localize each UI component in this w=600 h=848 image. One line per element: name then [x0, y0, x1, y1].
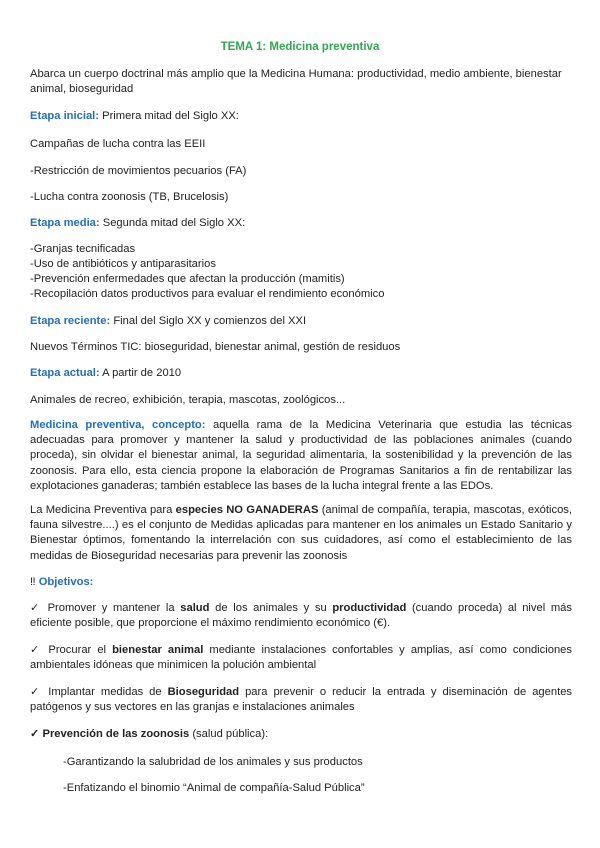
objetivo-3-a: ✓ Implantar medidas de — [30, 686, 168, 698]
etapa-media-text: Segunda mitad del Siglo XX: — [99, 217, 246, 229]
etapa-reciente-label: Etapa reciente: — [30, 315, 111, 327]
concepto-label: Medicina preventiva, concepto: — [30, 419, 206, 431]
objetivo-1 — [30, 601, 572, 631]
no-ganaderas-text-2: (animal de compañía, terapia, mascotas, exóticos, fauna silvestre....) es el conjunto de Medidas aplicadas para mantener en los animales un Estado Sanitario y Bienestar óptimos, fomentando la interrelación con sus cuidadores, así como el establecimiento de las medidas de Bioseguridad necesarias para prevenir las zoonosis — [30, 504, 572, 562]
etapa-media-label: Etapa media: — [30, 217, 100, 229]
etapa-reciente-heading — [30, 314, 572, 329]
objetivo-2-a: ✓ Procurar el — [30, 644, 113, 656]
no-ganaderas-bold: especies NO GANADERAS — [175, 504, 319, 516]
etapa-inicial-label: Etapa inicial: — [30, 110, 100, 122]
objetivos-heading — [30, 575, 572, 590]
checkmark-icon: ✓ — [30, 728, 43, 740]
etapa-inicial-heading — [30, 109, 572, 124]
etapa-actual-heading — [30, 366, 572, 381]
etapa-inicial-text: Primera mitad del Siglo XX: — [99, 110, 239, 122]
etapa-reciente-text: Final del Siglo XX y comienzos del XXI — [110, 315, 307, 327]
objetivo-2-bienestar: bienestar animal — [112, 644, 204, 656]
list-item: Campañas de lucha contra las EEII — [30, 138, 206, 150]
etapa-actual-label: Etapa actual: — [30, 367, 100, 379]
objetivo-1-productividad: productividad — [332, 602, 407, 614]
concepto-text: aquella rama de la Medicina Veterinaria que estudia las técnicas adecuadas para promover y mantener la salud y productividad de las poblaciones animales (cuando proceda), sin olvidar el bienestar animal, la seguridad alimentaria, la sostenibilidad y la prevención de las zoonosis. Para ello, esta ciencia propone la elaboración de Programas Sanitarios a fin de rentabilizar las explotaciones ganaderas; también establece las bases de la lucha integral frente a las EDOs. — [30, 419, 572, 492]
list-item: -Restricción de movimientos pecuarios (FA) — [30, 165, 247, 177]
list-item: -Uso de antibióticos y antiparasitarios — [30, 258, 216, 270]
no-ganaderas-text-1: La Medicina Preventiva para — [30, 504, 176, 516]
objetivo-3-c: para prevenir o reducir la entrada y diseminación de agentes patógenos y sus vectores en las granjas e instalaciones animales — [30, 686, 573, 714]
objetivo-1-c: de los animales y su — [209, 602, 333, 614]
list-item: -Garantizando la salubridad de los animales y sus productos — [63, 756, 363, 768]
objetivo-1-a: ✓ Promover y mantener la — [30, 602, 181, 614]
intro-paragraph: Abarca un cuerpo doctrinal más amplio que la Medicina Humana: productividad, medio ambiente, bienestar animal, bioseguridad — [30, 68, 562, 96]
list-item: Nuevos Términos TIC: bioseguridad, bienestar animal, gestión de residuos — [30, 341, 401, 353]
concepto-paragraph — [30, 418, 572, 494]
objetivo-3-bioseguridad: Bioseguridad — [167, 686, 240, 698]
objetivo-4-zoonosis: Prevención de las zoonosis — [42, 728, 190, 740]
objetivo-4-c: (salud pública): — [189, 728, 269, 740]
objetivo-1-d: (cuando proceda) al nivel más eficiente posible, que proporcione el máximo rendimiento económico (€). — [30, 602, 572, 630]
no-ganaderas-paragraph — [30, 503, 572, 564]
objetivo-2 — [30, 643, 572, 673]
list-item: -Enfatizando el binomio “Animal de compañía-Salud Pública” — [63, 782, 365, 794]
list-item: -Granjas tecnificadas — [30, 243, 136, 255]
etapa-actual-text: A partir de 2010 — [99, 367, 182, 379]
objetivo-2-c: mediante instalaciones confortables y amplias, así como condiciones ambientales idóneas que minimicen la polución ambiental — [30, 644, 572, 672]
list-item: Animales de recreo, exhibición, terapia, mascotas, zoológicos... — [30, 394, 346, 406]
etapa-media-heading — [30, 216, 572, 231]
page-title: TEMA 1: Medicina preventiva — [220, 41, 380, 53]
objetivo-1-salud: salud — [180, 602, 210, 614]
objetivo-4 — [30, 727, 572, 742]
double-exclamation-icon: ‼ — [30, 576, 39, 588]
objetivo-3 — [30, 685, 572, 715]
objetivos-label: Objetivos: — [38, 576, 94, 588]
list-item: -Prevención enfermedades que afectan la producción (mamitis) — [30, 273, 345, 285]
list-item: -Recopilación datos productivos para evaluar el rendimiento económico — [30, 288, 385, 300]
list-item: -Lucha contra zoonosis (TB, Brucelosis) — [30, 191, 229, 203]
